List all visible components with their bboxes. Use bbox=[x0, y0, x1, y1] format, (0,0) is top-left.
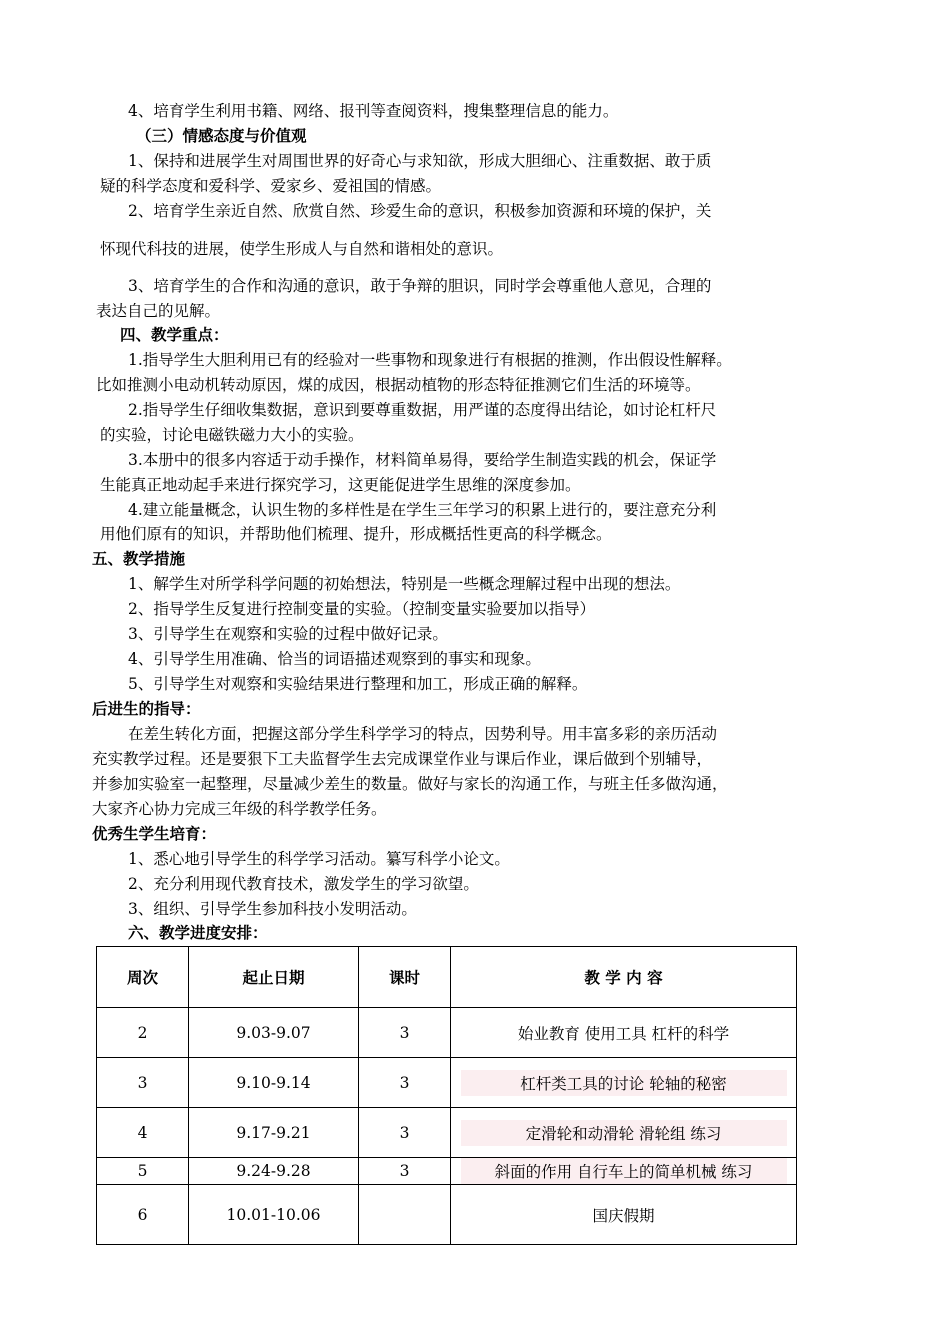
text-line: 4.建立能量概念，认识生物的多样性是在学生三年学习的积累上进行的，要注意充分利 bbox=[128, 501, 717, 519]
table-header-row bbox=[97, 947, 797, 1008]
table-row bbox=[97, 1108, 797, 1158]
table-row bbox=[97, 1058, 797, 1108]
text-line: 比如推测小电动机转动原因，煤的成因，根据动植物的形态特征推测它们生活的环境等。 bbox=[96, 376, 701, 394]
text-line: 2.指导学生仔细收集数据，意识到要尊重数据，用严谨的态度得出结论，如讨论杠杆尺 bbox=[128, 401, 717, 419]
cell-hours: 3 bbox=[359, 1108, 451, 1158]
section-heading: 优秀生学生培育： bbox=[92, 824, 217, 843]
section-heading: （三）情感态度与价值观 bbox=[136, 126, 307, 145]
text-line: 3、引导学生在观察和实验的过程中做好记录。 bbox=[128, 625, 448, 643]
header-dates: 起止日期 bbox=[189, 947, 359, 1008]
cell-dates: 9.10-9.14 bbox=[189, 1058, 359, 1108]
cell-content bbox=[451, 1108, 797, 1158]
cell-week: 4 bbox=[97, 1108, 189, 1158]
table-row bbox=[97, 1158, 797, 1185]
text-line: 3.本册中的很多内容适于动手操作，材料简单易得，要给学生制造实践的机会，保证学 bbox=[128, 451, 717, 469]
text-line: 5、引导学生对观察和实验结果进行整理和加工，形成正确的解释。 bbox=[128, 675, 588, 693]
cell-content-text: 国庆假期 bbox=[592, 1206, 655, 1225]
cell-content bbox=[451, 1008, 797, 1058]
header-week: 周次 bbox=[97, 947, 189, 1008]
table-row bbox=[97, 1185, 797, 1245]
text-line: 1.指导学生大胆利用已有的经验对一些事物和现象进行有根据的推测，作出假设性解释。 bbox=[128, 351, 732, 369]
text-line: 生能真正地动起手来进行探究学习，这更能促进学生思维的深度参加。 bbox=[100, 476, 581, 494]
text-line: 疑的科学态度和爱科学、爱家乡、爱祖国的情感。 bbox=[100, 177, 442, 195]
header-content: 教 学 内 容 bbox=[451, 947, 797, 1008]
cell-content bbox=[451, 1058, 797, 1108]
cell-content bbox=[451, 1185, 797, 1245]
section-heading: 六、教学进度安排： bbox=[128, 923, 268, 942]
cell-week: 6 bbox=[97, 1185, 189, 1245]
cell-week: 2 bbox=[97, 1008, 189, 1058]
text-line: 的实验，讨论电磁铁磁力大小的实验。 bbox=[100, 426, 364, 444]
text-line: 怀现代科技的进展，使学生形成人与自然和谐相处的意识。 bbox=[100, 240, 504, 258]
text-line: 表达自己的见解。 bbox=[96, 302, 221, 320]
text-line: 2、指导学生反复进行控制变量的实验。（控制变量实验要加以指导） bbox=[128, 600, 596, 618]
text-line: 1、悉心地引导学生的科学学习活动。纂写科学小论文。 bbox=[128, 850, 510, 868]
header-hours: 课时 bbox=[359, 947, 451, 1008]
text-line: 4、培育学生利用书籍、网络、报刊等查阅资料，搜集整理信息的能力。 bbox=[128, 102, 619, 120]
cell-dates: 9.17-9.21 bbox=[189, 1108, 359, 1158]
text-line: 3、培育学生的合作和沟通的意识，敢于争辩的胆识，同时学会尊重他人意见，合理的 bbox=[128, 277, 712, 295]
table-row bbox=[97, 1008, 797, 1058]
text-line: 4、引导学生用准确、恰当的词语描述观察到的事实和现象。 bbox=[128, 650, 541, 668]
text-line: 2、充分利用现代教育技术，激发学生的学习欲望。 bbox=[128, 875, 479, 893]
text-line: 1、解学生对所学科学问题的初始想法，特别是一些概念理解过程中出现的想法。 bbox=[128, 575, 681, 593]
cell-content bbox=[451, 1158, 797, 1185]
text-line: 充实教学过程。还是要狠下工夫监督学生去完成课堂作业与课后作业，课后做到个别辅导， bbox=[92, 750, 713, 768]
section-heading: 四、教学重点： bbox=[120, 325, 229, 344]
cell-dates: 10.01-10.06 bbox=[189, 1185, 359, 1245]
cell-week: 3 bbox=[97, 1058, 189, 1108]
cell-content-text: 定滑轮和动滑轮 滑轮组 练习 bbox=[461, 1120, 787, 1146]
schedule-table bbox=[96, 946, 797, 1245]
text-line: 大家齐心协力完成三年级的科学教学任务。 bbox=[92, 800, 387, 818]
cell-content-text: 始业教育 使用工具 杠杆的科学 bbox=[517, 1024, 730, 1043]
cell-hours: 3 bbox=[359, 1158, 451, 1185]
cell-dates: 9.03-9.07 bbox=[189, 1008, 359, 1058]
text-line: 并参加实验室一起整理，尽量减少差生的数量。做好与家长的沟通工作，与班主任多做沟通， bbox=[92, 775, 728, 793]
text-line: 在差生转化方面，把握这部分学生科学学习的特点，因势利导。用丰富多彩的亲历活动 bbox=[128, 725, 718, 743]
cell-hours: 3 bbox=[359, 1008, 451, 1058]
cell-content-text: 杠杆类工具的讨论 轮轴的秘密 bbox=[461, 1070, 787, 1096]
text-line: 3、组织、引导学生参加科技小发明活动。 bbox=[128, 900, 417, 918]
text-line: 1、保持和进展学生对周围世界的好奇心与求知欲，形成大胆细心、注重数据、敢于质 bbox=[128, 152, 712, 170]
section-heading: 后进生的指导： bbox=[92, 699, 201, 718]
text-line: 2、培育学生亲近自然、欣赏自然、珍爱生命的意识，积极参加资源和环境的保护，关 bbox=[128, 202, 712, 220]
cell-hours bbox=[359, 1185, 451, 1245]
section-heading: 五、教学措施 bbox=[92, 549, 186, 568]
cell-content-text: 斜面的作用 自行车上的简单机械 练习 bbox=[461, 1158, 787, 1184]
cell-dates: 9.24-9.28 bbox=[189, 1158, 359, 1185]
text-line: 用他们原有的知识，并帮助他们梳理、提升，形成概括性更高的科学概念。 bbox=[100, 525, 612, 543]
cell-week: 5 bbox=[97, 1158, 189, 1185]
cell-hours: 3 bbox=[359, 1058, 451, 1108]
